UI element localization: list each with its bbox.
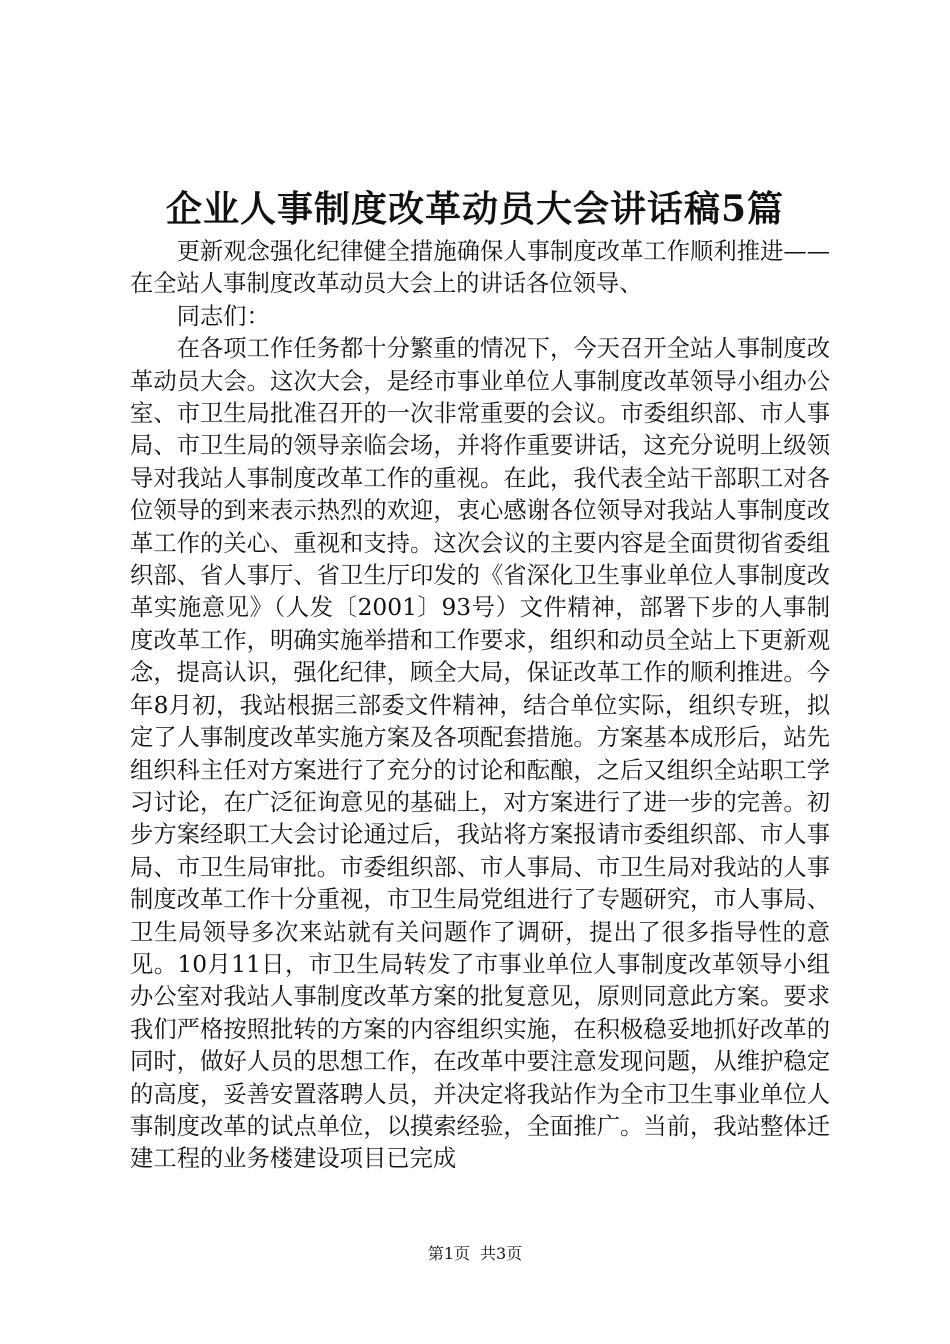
- paragraph-intro: 更新观念强化纪律健全措施确保人事制度改革工作顺利推进——在全站人事制度改革动员大会上的讲话各位领导、: [130, 238, 830, 298]
- document-body: [130, 236, 830, 1176]
- paragraph-salutation: 同志们：: [176, 302, 270, 330]
- paragraph-main: 在各项工作任务都十分繁重的情况下，今天召开全站人事制度改革动员大会。这次大会，是经市事业单位人事制度改革领导小组办公室、市卫生局批准召开的一次非常重要的会议。市委组织部、市人事局、市卫生局的领导亲临会场，并将作重要讲话，这充分说明上级领导对我站人事制度改革工作的重视。在此，我代表全站干部职工对各位领导的到来表示热烈的欢迎，衷心感谢各位领导对我站人事制度改革工作的关心、重视和支持。这次会议的主要内容是全面贯彻省委组织部、省人事厅、省卫生厅印发的《省深化卫生事业单位人事制度改革实施意见》（人发〔2001〕93号）文件精神，部署下步的人事制度改革工作，明确实施举措和工作要求，组织和动员全站上下更新观念，提高认识，强化纪律，顾全大局，保证改革工作的顺利推进。今年8月初，我站根据三部委文件精神，结合单位实际，组织专班，拟定了人事制度改革实施方案及各项配套措施。方案基本成形后，站先组织科主任对方案进行了充分的讨论和酝酿，之后又组织全站职工学习讨论，在广泛征询意见的基础上，对方案进行了进一步的完善。初步方案经职工大会讨论通过后，我站将方案报请市委组织部、市人事局、市卫生局审批。市委组织部、市人事局、市卫生局对我站的人事制度改革工作十分重视，市卫生局党组进行了专题研究，市人事局、卫生局领导多次来站就有关问题作了调研，提出了很多指导性的意见。10月11日，市卫生局转发了市事业单位人事制度改革领导小组办公室对我站人事制度改革方案的批复意见，原则同意此方案。要求我们严格按照批转的方案的内容组织实施，在积极稳妥地抓好改革的同时，做好人员的思想工作，在改革中要注意发现问题，从维护稳定的高度，妥善安置落聘人员，并决定将我站作为全市卫生事业单位人事制度改革的试点单位，以摸索经验，全面推广。当前，我站整体迁建工程的业务楼建设项目已完成: [130, 335, 830, 1173]
- page-number: 第1页: [427, 1244, 470, 1263]
- page-total: 共3页: [480, 1244, 523, 1263]
- document-title: 企业人事制度改革动员大会讲话稿5篇: [165, 188, 785, 230]
- page-footer: [0, 1242, 950, 1266]
